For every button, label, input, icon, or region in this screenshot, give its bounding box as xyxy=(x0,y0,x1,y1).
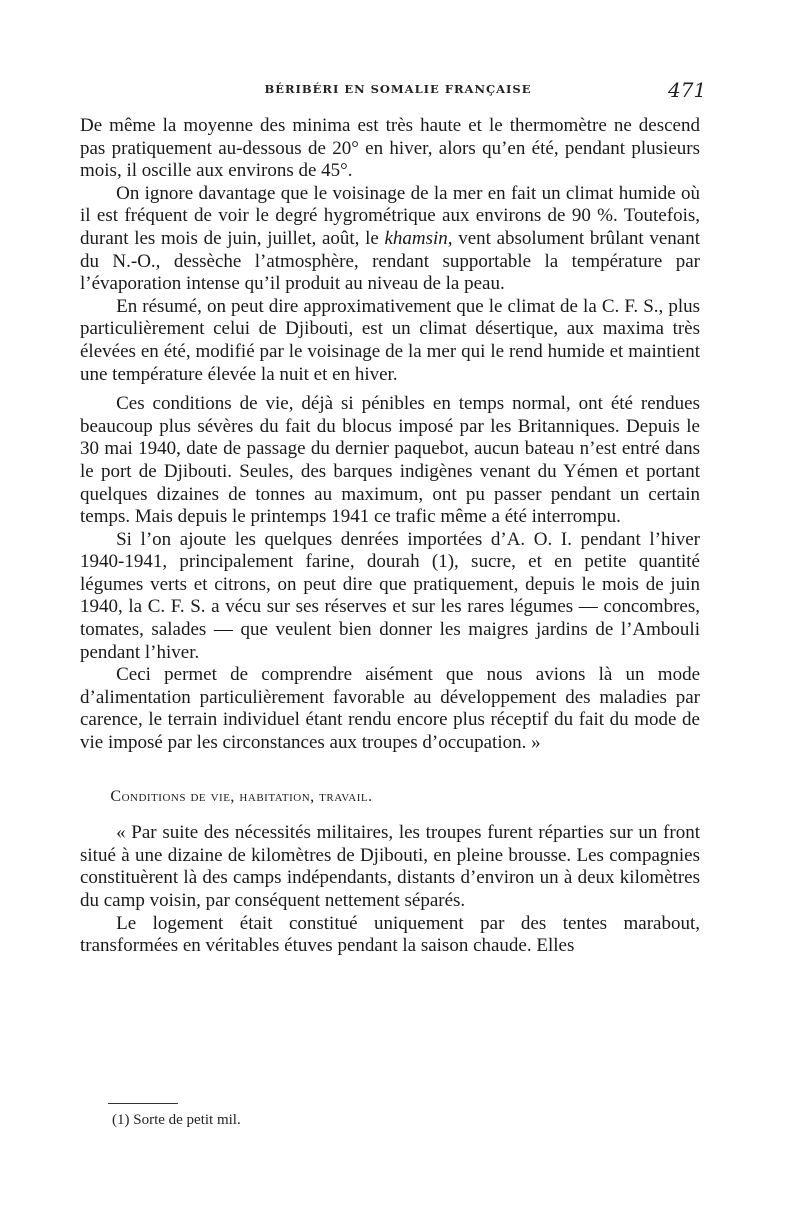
paragraph-text: vent absolument brûlant venant du N.-O., dessèche l’atmosphère, rendant supportable la température par l’évaporation intense qu’il produit au niveau de la peau. xyxy=(80,227,700,295)
running-head: BÉRIBÉRI EN SOMALIE FRANÇAISE xyxy=(264,82,532,96)
paragraph: Le logement était constitué uniquement par des tentes marabout, transformées en véritables étuves pendant la saison chaude. Elles xyxy=(80,912,700,957)
italic-term: khamsin, xyxy=(384,227,453,249)
paragraph: Si l’on ajoute les quelques denrées importées d’A. O. I. pendant l’hiver 1940-1941, principalement farine, dourah (1), sucre, et en petite quantité légumes verts et citrons, on peut dire que pratiquement, depuis le mois de juin 1940, la C. F. S. a vécu sur ses réserves et sur les rares légumes — concombres, tomates, salades — que veulent bien donner les maigres jardins de l’Ambouli pendant l’hiver. xyxy=(80,528,700,663)
paragraph: En résumé, on peut dire approximativement que le climat de la C. F. S., plus particulièrement celui de Djibouti, est un climat désertique, aux maxima très élevées en été, modifié par le voisinage de la mer qui le rend humide et maintient une température élevée la nuit et en hiver. xyxy=(80,295,700,385)
paragraph: De même la moyenne des minima est très haute et le thermomètre ne descend pas pratiquement au-dessous de 20° en hiver, alors qu’en été, pendant plusieurs mois, il oscille aux environs de 45°. xyxy=(80,115,700,182)
section-heading: Conditions de vie, habitation, travail. xyxy=(110,787,373,805)
footnote: (1) Sorte de petit mil. xyxy=(112,1112,241,1128)
paragraph: Ceci permet de comprendre aisément que nous avions là un mode d’alimentation particulièrement favorable au développement des maladies par carence, le terrain individuel étant rendu encore plus réceptif du fait du mode de vie imposé par les circonstances aux troupes d’occupation. » xyxy=(80,664,700,754)
footnote-divider xyxy=(108,1103,178,1104)
page-number: 471 xyxy=(668,78,707,102)
paragraph: « Par suite des nécessités militaires, les troupes furent réparties sur un front situé à une dizaine de kilomètres de Djibouti, en pleine brousse. Les compagnies constituèrent là des camps indépendants, distants d’environ un à deux kilomètres du camp voisin, par conséquent nettement séparés. xyxy=(80,822,700,911)
paragraph-text: On ignore davantage que le voisinage de la mer en fait un climat humide où il est fréquent de voir le degré hygrométrique aux environs de 90 %. Toutefois, durant les mois de juin, juillet, août, le xyxy=(80,182,700,249)
paragraph xyxy=(80,183,700,296)
paragraph: Ces conditions de vie, déjà si pénibles en temps normal, ont été rendues beaucoup plus sévères du fait du blocus imposé par les Britanniques. Depuis le 30 mai 1940, date de passage du dernier paquebot, aucun bateau n’est entré dans le port de Djibouti. Seules, des barques indigènes venant du Yémen et portant quelques dizaines de tonnes au maximum, ont pu passer pendant un certain temps. Mais depuis le printemps 1941 ce trafic même a été interrompu. xyxy=(80,393,700,528)
body-text xyxy=(80,115,700,958)
